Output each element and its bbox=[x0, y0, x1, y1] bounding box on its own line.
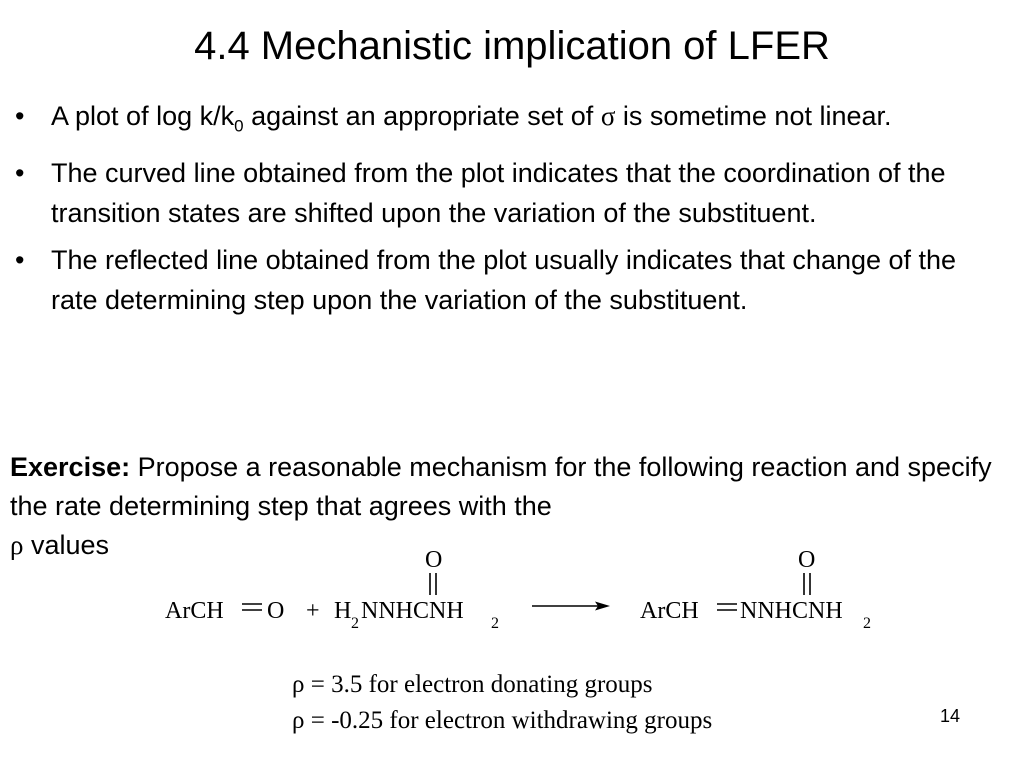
rho-symbol: ρ bbox=[292, 671, 305, 698]
bullet-mark: • bbox=[15, 101, 25, 131]
reactant2-sub2: 2 bbox=[491, 615, 499, 632]
bullet-text: The reflected line obtained from the plot usually indicates that change of the rate determining step upon the variation of the substituent. bbox=[51, 245, 957, 316]
plus-sign: + bbox=[306, 598, 320, 624]
bullet-mark: • bbox=[15, 245, 25, 276]
rho-symbol: ρ bbox=[10, 530, 24, 560]
slide-title: 4.4 Mechanistic implication of LFER bbox=[194, 24, 830, 68]
page-number: 14 bbox=[940, 706, 961, 726]
rho-line-donating bbox=[292, 667, 712, 703]
reaction-svg bbox=[160, 545, 880, 645]
carbonyl-oxygen-2: O bbox=[798, 547, 816, 573]
bullet-list bbox=[14, 96, 1004, 327]
product-sub: 2 bbox=[863, 615, 871, 632]
exercise-tail: values bbox=[23, 530, 110, 560]
reactant2-body: NNHCNH bbox=[361, 598, 464, 624]
bullet-item bbox=[14, 240, 1004, 320]
bullet-text-part: is sometime not linear. bbox=[615, 101, 892, 131]
carbonyl-oxygen-1: O bbox=[425, 547, 443, 573]
bullet-text-part: against an appropriate set of bbox=[243, 101, 601, 131]
reactant1-arch: ArCH bbox=[165, 598, 224, 624]
rho-values bbox=[292, 667, 712, 739]
product-body: NNHCNH bbox=[740, 598, 843, 624]
bullet-item bbox=[14, 96, 1004, 146]
rho-text: = 3.5 for electron donating groups bbox=[304, 671, 653, 698]
reaction-scheme bbox=[160, 545, 880, 645]
bullet-text: The curved line obtained from the plot indicates that the coordination of the transition states are shifted upon the variation of the substituent. bbox=[51, 158, 946, 229]
bullet-item bbox=[14, 153, 1004, 233]
reactant2-h: H bbox=[334, 598, 352, 624]
rho-text: = -0.25 for electron withdrawing groups bbox=[304, 707, 713, 734]
exercise-label: Exercise: bbox=[10, 452, 131, 482]
bullet-text-part: A plot of log k/k bbox=[51, 101, 235, 131]
rho-symbol: ρ bbox=[292, 707, 305, 734]
sigma-symbol: σ bbox=[600, 101, 616, 131]
subscript: 0 bbox=[234, 116, 244, 136]
exercise-text: Propose a reasonable mechanism for the following reaction and specify the rate determining step that agrees with the bbox=[10, 452, 992, 521]
rho-line-withdrawing bbox=[292, 703, 712, 739]
product-arch: ArCH bbox=[640, 598, 699, 624]
reactant1-oxygen: O bbox=[267, 598, 285, 624]
reactant2-sub1: 2 bbox=[351, 615, 359, 632]
bullet-mark: • bbox=[15, 158, 25, 189]
